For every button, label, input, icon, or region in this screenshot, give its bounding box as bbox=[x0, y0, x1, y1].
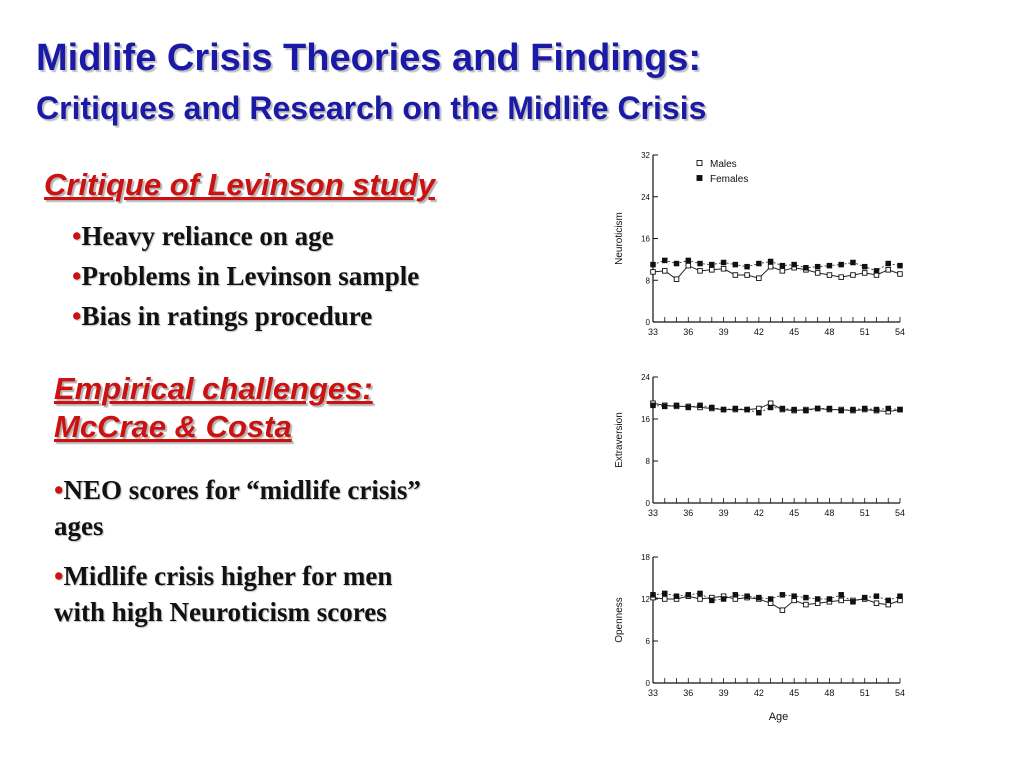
data-point-females bbox=[698, 403, 703, 408]
y-tick-label: 0 bbox=[645, 318, 650, 327]
bullet-icon: • bbox=[54, 475, 64, 505]
data-point-females bbox=[768, 405, 773, 410]
y-axis-label: Extraversion bbox=[614, 412, 625, 468]
data-point-females bbox=[851, 260, 856, 265]
data-point-males bbox=[721, 266, 726, 271]
x-tick-label: 36 bbox=[683, 688, 694, 698]
y-tick-label: 0 bbox=[645, 679, 650, 688]
section-heading-levinson: Critique of Levinson study bbox=[44, 167, 435, 202]
data-point-females bbox=[862, 406, 867, 411]
data-point-females bbox=[757, 261, 762, 266]
data-point-females bbox=[886, 406, 891, 411]
data-point-males bbox=[898, 272, 903, 277]
data-point-males bbox=[827, 273, 832, 278]
data-point-females bbox=[698, 261, 703, 266]
data-point-females bbox=[792, 262, 797, 267]
x-tick-label: 39 bbox=[718, 688, 729, 698]
data-point-females bbox=[804, 595, 809, 600]
data-point-females bbox=[662, 258, 667, 263]
x-axis-label: Age bbox=[768, 711, 789, 723]
x-tick-label: 36 bbox=[683, 327, 694, 337]
data-point-females bbox=[862, 595, 867, 600]
data-point-females bbox=[780, 593, 785, 598]
data-point-females bbox=[710, 262, 715, 267]
data-point-females bbox=[898, 407, 903, 412]
bullet-icon: • bbox=[72, 221, 82, 251]
data-point-females bbox=[874, 269, 879, 274]
data-point-females bbox=[757, 410, 762, 415]
x-tick-label: 54 bbox=[894, 327, 906, 337]
legend-label: Males bbox=[710, 159, 737, 170]
data-point-females bbox=[804, 408, 809, 413]
legend-marker-females bbox=[697, 176, 702, 181]
data-point-females bbox=[780, 263, 785, 268]
data-point-females bbox=[792, 407, 797, 412]
bullet-text: Bias in ratings procedure bbox=[81, 301, 373, 331]
x-tick-label: 42 bbox=[753, 688, 764, 698]
data-point-females bbox=[886, 598, 891, 603]
data-point-males bbox=[745, 273, 750, 278]
data-point-males bbox=[839, 275, 844, 280]
data-point-females bbox=[898, 594, 903, 599]
data-point-males bbox=[757, 276, 762, 281]
y-axis-label: Openness bbox=[614, 597, 625, 643]
bullet-text: Heavy reliance on age bbox=[81, 221, 334, 251]
bullet-text: ages bbox=[54, 511, 104, 541]
bullet-text: NEO scores for “midlife crisis” bbox=[63, 475, 421, 505]
data-point-females bbox=[874, 594, 879, 599]
x-tick-label: 45 bbox=[789, 688, 800, 698]
data-point-females bbox=[839, 262, 844, 267]
x-tick-label: 51 bbox=[859, 508, 870, 518]
x-tick-label: 39 bbox=[718, 327, 729, 337]
data-point-males bbox=[698, 597, 703, 602]
data-point-males bbox=[662, 597, 667, 602]
data-point-females bbox=[839, 593, 844, 598]
data-point-females bbox=[662, 404, 667, 409]
y-axis-label: Neuroticism bbox=[614, 212, 625, 265]
data-point-females bbox=[662, 591, 667, 596]
data-point-males bbox=[780, 269, 785, 274]
data-point-males bbox=[804, 602, 809, 607]
data-point-females bbox=[674, 403, 679, 408]
data-point-females bbox=[710, 598, 715, 603]
x-tick-label: 48 bbox=[824, 508, 835, 518]
data-point-females bbox=[745, 407, 750, 412]
data-point-females bbox=[886, 261, 891, 266]
x-tick-label: 42 bbox=[753, 508, 764, 518]
data-point-females bbox=[851, 407, 856, 412]
data-point-females bbox=[733, 262, 738, 267]
y-tick-label: 32 bbox=[641, 151, 650, 160]
data-point-females bbox=[733, 406, 738, 411]
data-point-males bbox=[651, 270, 656, 275]
bullet-icon: • bbox=[54, 561, 64, 591]
data-point-females bbox=[851, 600, 856, 605]
x-tick-label: 33 bbox=[647, 688, 659, 698]
data-point-females bbox=[768, 259, 773, 264]
data-point-females bbox=[745, 594, 750, 599]
heading-line: Empirical challenges: bbox=[54, 371, 373, 406]
x-tick-label: 45 bbox=[789, 508, 800, 518]
x-tick-label: 54 bbox=[894, 508, 906, 518]
data-point-males bbox=[780, 608, 785, 613]
data-point-females bbox=[651, 262, 656, 267]
bullet-icon: • bbox=[72, 301, 82, 331]
data-point-males bbox=[674, 277, 679, 282]
legend-label: Females bbox=[710, 174, 749, 185]
data-point-females bbox=[815, 264, 820, 269]
y-tick-label: 18 bbox=[641, 553, 650, 562]
data-point-females bbox=[815, 597, 820, 602]
data-point-females bbox=[827, 406, 832, 411]
data-point-females bbox=[862, 264, 867, 269]
y-tick-label: 16 bbox=[641, 234, 650, 244]
x-tick-label: 36 bbox=[683, 508, 694, 518]
data-point-males bbox=[815, 271, 820, 276]
x-tick-label: 54 bbox=[894, 688, 906, 698]
data-point-females bbox=[804, 265, 809, 270]
data-point-females bbox=[827, 597, 832, 602]
x-tick-label: 45 bbox=[789, 327, 800, 337]
data-point-females bbox=[651, 593, 656, 598]
x-tick-label: 33 bbox=[647, 327, 659, 337]
data-point-females bbox=[721, 407, 726, 412]
y-tick-label: 8 bbox=[645, 276, 650, 286]
data-point-males bbox=[839, 598, 844, 603]
data-point-males bbox=[768, 264, 773, 269]
x-tick-label: 51 bbox=[859, 327, 870, 337]
bullet-text: Midlife crisis higher for men bbox=[63, 561, 393, 591]
bullet-text: with high Neuroticism scores bbox=[54, 597, 387, 627]
data-point-females bbox=[827, 263, 832, 268]
data-point-females bbox=[651, 403, 656, 408]
data-point-males bbox=[874, 601, 879, 606]
y-tick-label: 0 bbox=[645, 499, 650, 508]
data-point-females bbox=[733, 593, 738, 598]
y-tick-label: 6 bbox=[645, 637, 650, 646]
data-point-females bbox=[745, 264, 750, 269]
data-point-females bbox=[710, 405, 715, 410]
x-tick-label: 42 bbox=[753, 327, 764, 337]
bullet-text: Problems in Levinson sample bbox=[81, 261, 420, 291]
data-point-females bbox=[768, 597, 773, 602]
data-point-males bbox=[733, 273, 738, 278]
data-point-males bbox=[862, 271, 867, 276]
x-tick-label: 39 bbox=[718, 508, 729, 518]
data-point-females bbox=[874, 407, 879, 412]
y-tick-label: 12 bbox=[641, 595, 650, 604]
data-point-males bbox=[886, 268, 891, 273]
data-point-females bbox=[698, 591, 703, 596]
y-tick-label: 24 bbox=[641, 373, 650, 382]
data-point-females bbox=[898, 263, 903, 268]
data-point-females bbox=[686, 258, 691, 263]
x-tick-label: 51 bbox=[859, 688, 870, 698]
data-point-males bbox=[686, 263, 691, 268]
legend-marker-males bbox=[697, 161, 702, 166]
slide-subtitle: Critiques and Research on the Midlife Crisis bbox=[36, 90, 707, 126]
data-point-females bbox=[839, 408, 844, 413]
slide-title: Midlife Crisis Theories and Findings: bbox=[36, 37, 702, 79]
data-point-females bbox=[721, 260, 726, 265]
data-point-males bbox=[851, 273, 856, 278]
data-point-males bbox=[698, 269, 703, 274]
data-point-females bbox=[780, 406, 785, 411]
y-tick-label: 24 bbox=[641, 192, 650, 202]
y-tick-label: 8 bbox=[645, 457, 650, 466]
data-point-females bbox=[686, 593, 691, 598]
data-point-females bbox=[674, 594, 679, 599]
heading-line: McCrae & Costa bbox=[54, 409, 292, 444]
data-point-males bbox=[662, 269, 667, 274]
x-tick-label: 48 bbox=[824, 688, 835, 698]
x-tick-label: 48 bbox=[824, 327, 835, 337]
data-point-females bbox=[674, 261, 679, 266]
data-point-females bbox=[686, 405, 691, 410]
data-point-females bbox=[721, 597, 726, 602]
bullet-icon: • bbox=[72, 261, 82, 291]
data-point-males bbox=[710, 268, 715, 273]
data-point-females bbox=[757, 595, 762, 600]
data-point-females bbox=[815, 406, 820, 411]
y-tick-label: 16 bbox=[641, 415, 650, 424]
x-tick-label: 33 bbox=[647, 508, 659, 518]
data-point-females bbox=[792, 594, 797, 599]
